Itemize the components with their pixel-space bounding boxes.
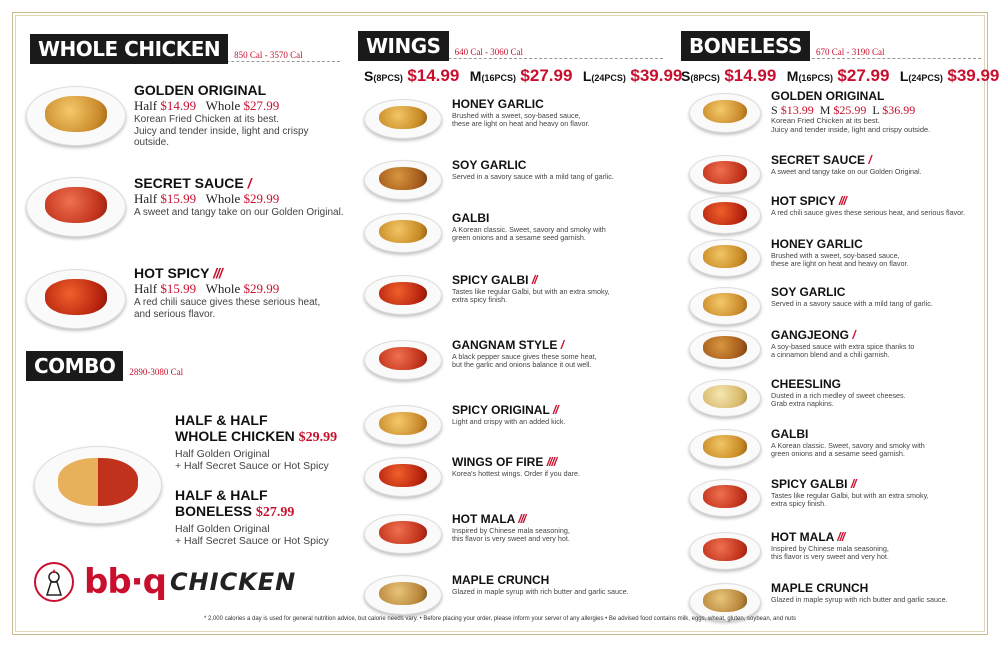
wings-size-prices: S(8PCS) $14.99 M(16PCS) $27.99 L(24PCS) $39.99 <box>364 66 683 85</box>
menu-item[interactable] <box>689 194 994 240</box>
section-title: WINGS <box>358 31 449 61</box>
dish-image <box>364 340 442 380</box>
item-name: BONELESS $27.99 <box>175 503 295 520</box>
item-price: $27.99 <box>255 505 295 520</box>
chicken-mascot-icon <box>34 562 74 602</box>
dish-image <box>26 177 126 237</box>
dish-image <box>689 287 761 325</box>
menu-item[interactable] <box>364 455 669 501</box>
item-prices: Half $15.99 Whole $29.99 <box>134 281 280 296</box>
menu-item[interactable] <box>364 97 669 143</box>
item-name: GOLDEN ORIGINAL <box>771 89 885 103</box>
section-calories: 850 Cal - 3570 Cal <box>234 50 303 60</box>
item-name: SECRET SAUCE / <box>771 153 871 167</box>
dish-image <box>689 532 761 570</box>
chili-pepper-icon: /// <box>837 530 845 544</box>
item-name: GANGJEONG / <box>771 328 855 342</box>
item-name: WINGS OF FIRE //// <box>452 455 557 469</box>
menu-item[interactable] <box>689 377 994 423</box>
menu-item[interactable] <box>26 175 346 245</box>
dish-image <box>364 514 442 554</box>
section-title: WHOLE CHICKEN <box>30 34 228 64</box>
dish-image <box>689 479 761 517</box>
item-description: Light and crispy with an added kick. <box>452 417 566 426</box>
item-description: A soy-based sauce with extra spice thanks to a cinnamon blend and a chili garnish. <box>771 342 915 360</box>
menu-item[interactable] <box>689 89 989 137</box>
menu-item[interactable] <box>689 153 994 199</box>
menu-item[interactable] <box>689 328 994 374</box>
whole-chicken-header <box>30 34 340 64</box>
item-name: MAPLE CRUNCH <box>771 581 869 595</box>
item-description: Inspired by Chinese mala seasoning, this flavor is very sweet and very hot. <box>771 544 889 562</box>
dish-image <box>689 330 761 368</box>
item-prices: Half $14.99 Whole $27.99 <box>134 98 280 113</box>
dish-image <box>364 575 442 615</box>
item-description: A red chili sauce gives these serious heat, and serious flavor. <box>771 208 966 217</box>
item-name: HOT MALA /// <box>452 512 526 526</box>
brand-logo <box>34 562 296 602</box>
item-name: HONEY GARLIC <box>452 97 544 111</box>
wings-header <box>358 31 663 61</box>
item-name: SOY GARLIC <box>771 285 846 299</box>
menu-item[interactable] <box>364 403 669 449</box>
menu-item[interactable] <box>689 530 994 576</box>
item-name: WHOLE CHICKEN $29.99 <box>175 428 338 445</box>
item-description: Glazed in maple syrup with rich butter and garlic sauce. <box>452 587 629 596</box>
item-description: Served in a savory sauce with a mild tang of garlic. <box>452 172 614 181</box>
item-description: Dusted in a rich medley of sweet cheeses. Grab extra napkins. <box>771 391 906 409</box>
item-description: Korean Fried Chicken at its best. Juicy and tender inside, light and crispy outside. <box>771 116 931 134</box>
item-description: Glazed in maple syrup with rich butter and garlic sauce. <box>771 595 948 604</box>
item-description: Tastes like regular Galbi, but with an extra smoky, extra spicy finish. <box>771 491 929 509</box>
dish-image <box>26 86 126 146</box>
item-description: Brushed with a sweet, soy-based sauce, these are light on heat and heavy on flavor. <box>452 111 590 129</box>
dish-image <box>364 457 442 497</box>
item-description: A red chili sauce gives these serious heat, and serious flavor. <box>134 297 321 320</box>
item-description: A Korean classic. Sweet, savory and smoky with green onions and a sesame seed garnish. <box>452 225 606 243</box>
chili-pepper-icon: /// <box>518 512 526 526</box>
menu-item[interactable] <box>364 512 669 558</box>
item-name: SECRET SAUCE / <box>134 175 251 191</box>
dish-image <box>689 155 761 193</box>
item-description: Tastes like regular Galbi, but with an extra smoky, extra spicy finish. <box>452 287 610 305</box>
chili-pepper-icon: /// <box>838 194 846 208</box>
item-name: MAPLE CRUNCH <box>452 573 550 587</box>
dish-image <box>689 93 761 133</box>
chili-pepper-icon: / <box>247 175 251 191</box>
chili-pepper-icon: // <box>552 403 558 417</box>
dish-image <box>689 196 761 234</box>
combo-dish-image <box>34 446 162 524</box>
dish-image <box>364 213 442 253</box>
section-title: BONELESS <box>681 31 810 61</box>
menu-item[interactable] <box>26 265 346 335</box>
menu-item[interactable] <box>364 273 669 319</box>
combo-item[interactable] <box>175 412 350 472</box>
item-description: Half Golden Original + Half Secret Sauce or Hot Spicy <box>175 448 329 473</box>
item-name: HALF & HALF <box>175 487 268 503</box>
brand-chicken: CHICKEN <box>169 568 297 596</box>
menu-item[interactable] <box>364 211 669 257</box>
item-description: Brushed with a sweet, soy-based sauce, these are light on heat and heavy on flavor. <box>771 251 909 269</box>
chili-pepper-icon: // <box>850 477 856 491</box>
chili-pepper-icon: / <box>868 153 871 167</box>
chili-pepper-icon: //// <box>546 455 557 469</box>
section-calories: 640 Cal - 3060 Cal <box>454 47 524 57</box>
item-name: GANGNAM STYLE / <box>452 338 564 352</box>
dish-image <box>364 160 442 200</box>
item-name: HOT SPICY /// <box>134 265 222 281</box>
item-name: SPICY ORIGINAL // <box>452 403 558 417</box>
allergy-footnote: * 2,000 calories a day is used for general nutrition advice, but calorie needs vary. • Before placing your order, please inform your server of any allergies • Be advised food contains milk, eggs, wheat, gluten, soybean, and nuts <box>203 616 797 622</box>
combo-item[interactable] <box>175 487 350 547</box>
boneless-column <box>675 0 1000 647</box>
chili-pepper-icon: // <box>531 273 537 287</box>
menu-item[interactable] <box>26 82 346 152</box>
item-price: $29.99 <box>298 430 338 445</box>
menu-item[interactable] <box>364 573 669 619</box>
item-description: A black pepper sauce gives these some heat, but the garlic and onions balance it out well. <box>452 352 597 370</box>
dish-image <box>26 269 126 329</box>
item-description: A Korean classic. Sweet, savory and smoky with green onions and a sesame seed garnish. <box>771 441 925 459</box>
item-name: HONEY GARLIC <box>771 237 863 251</box>
item-description: Korean Fried Chicken at its best. Juicy and tender inside, light and crispy outside. <box>134 114 309 148</box>
item-description: A sweet and tangy take on our Golden Original. <box>771 167 922 176</box>
boneless-header <box>681 31 981 61</box>
wings-column <box>350 0 683 647</box>
item-name: SPICY GALBI // <box>771 477 856 491</box>
item-name: CHEESLING <box>771 377 842 391</box>
item-name: SPICY GALBI // <box>452 273 537 287</box>
item-name: GOLDEN ORIGINAL <box>134 82 267 98</box>
item-description: A sweet and tangy take on our Golden Original. <box>134 207 344 218</box>
whole-chicken-column <box>0 0 350 647</box>
chili-pepper-icon: / <box>852 328 855 342</box>
dish-image <box>689 379 761 417</box>
section-calories: 2890-3080 Cal <box>129 367 184 377</box>
chili-pepper-icon: /// <box>213 265 222 281</box>
chili-pepper-icon: / <box>560 338 564 352</box>
menu-item[interactable] <box>689 427 994 473</box>
dish-image <box>364 405 442 445</box>
menu-item[interactable] <box>689 237 994 283</box>
item-name: GALBI <box>771 427 809 441</box>
combo-header <box>26 351 336 381</box>
boneless-size-prices: S(8PCS) $14.99 M(16PCS) $27.99 L(24PCS) $39.99 <box>681 66 1000 85</box>
item-name: HOT SPICY /// <box>771 194 846 208</box>
menu-item[interactable] <box>364 158 669 204</box>
item-description: Served in a savory sauce with a mild tang of garlic. <box>771 299 933 308</box>
dish-image <box>364 99 442 139</box>
dish-image <box>364 275 442 315</box>
item-description: Half Golden Original + Half Secret Sauce or Hot Spicy <box>175 523 329 548</box>
brand-name: bb·q <box>84 562 166 602</box>
dish-image <box>689 239 761 277</box>
item-name: SOY GARLIC <box>452 158 527 172</box>
menu-item[interactable] <box>689 477 994 523</box>
menu-item[interactable] <box>689 285 994 331</box>
item-prices: S $13.99 M $25.99 L $36.99 <box>771 103 916 117</box>
menu-item[interactable] <box>364 338 669 384</box>
item-name: GALBI <box>452 211 490 225</box>
section-title: COMBO <box>26 351 123 381</box>
item-name: HALF & HALF <box>175 412 268 428</box>
item-description: Inspired by Chinese mala seasoning, this flavor is very sweet and very hot. <box>452 526 570 544</box>
section-calories: 670 Cal - 3190 Cal <box>815 47 885 57</box>
item-description: Korea's hottest wings. Order if you dare. <box>452 469 581 478</box>
item-name: HOT MALA /// <box>771 530 845 544</box>
item-prices: Half $15.99 Whole $29.99 <box>134 191 280 206</box>
dish-image <box>689 429 761 467</box>
